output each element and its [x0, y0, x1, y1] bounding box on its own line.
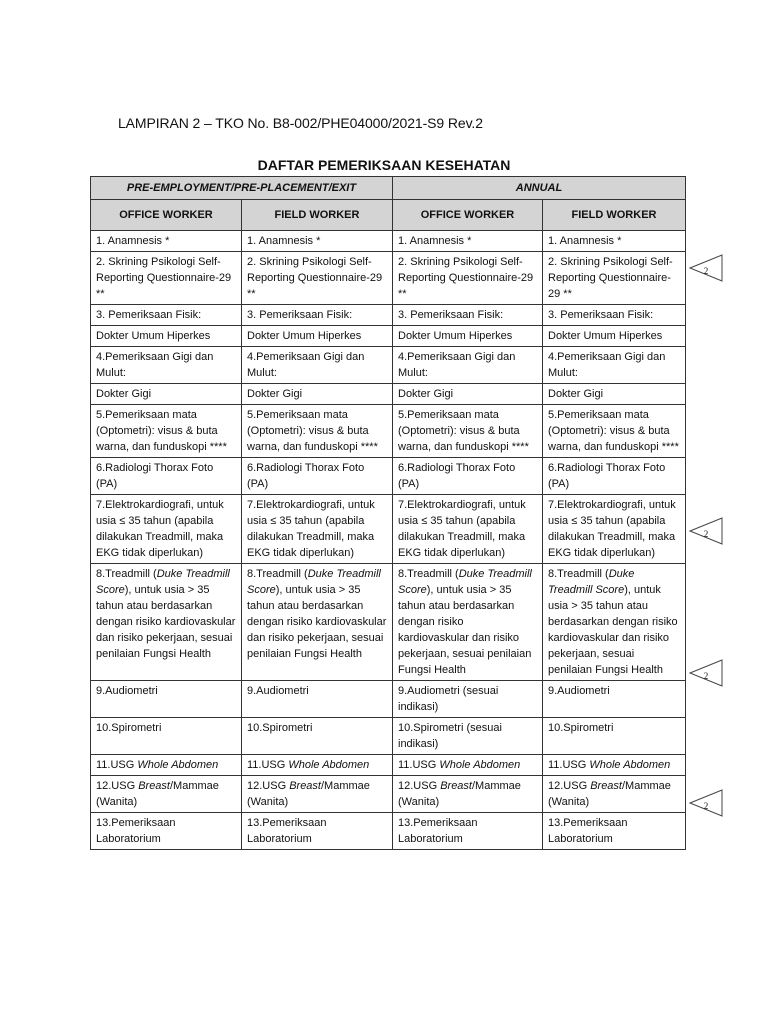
usg-whole-abdomen-label: Whole Abdomen	[589, 759, 671, 771]
table-cell: 4.Pemeriksaan Gigi dan Mulut:	[91, 347, 242, 384]
table-row	[91, 305, 686, 326]
table-cell: 3. Pemeriksaan Fisik:	[242, 305, 393, 326]
table-cell: 2. Skrining Psikologi Self-Reporting Questionnaire-29 **	[393, 252, 543, 305]
table-cell: Dokter Umum Hiperkes	[393, 326, 543, 347]
table-cell: Dokter Gigi	[543, 384, 686, 405]
table-cell: 7.Elektrokardiografi, untuk usia ≤ 35 tahun (apabila dilakukan Treadmill, maka EKG tidak diperlukan)	[393, 495, 543, 564]
table-cell: 10.Spirometri (sesuai indikasi)	[393, 718, 543, 755]
table-cell: 4.Pemeriksaan Gigi dan Mulut:	[242, 347, 393, 384]
table-cell: 1. Anamnesis *	[91, 231, 242, 252]
treadmill-score-label: Duke Treadmill Score	[548, 568, 635, 596]
table-column-header-row	[91, 200, 686, 231]
revision-triangle-icon	[688, 516, 724, 546]
usg-whole-abdomen-label: Whole Abdomen	[439, 759, 521, 771]
table-cell: 9.Audiometri	[543, 681, 686, 718]
table-cell: 5.Pemeriksaan mata (Optometri): visus & buta warna, dan funduskopi ****	[242, 405, 393, 458]
usg-prefix: 12.USG	[398, 780, 441, 792]
table-cell: 13.Pemeriksaan Laboratorium	[393, 813, 543, 850]
revision-triangle-icon	[688, 658, 724, 688]
usg-breast-suffix: /Mammae (Wanita)	[398, 780, 521, 808]
table-row	[91, 252, 686, 305]
table-row	[91, 347, 686, 384]
usg-whole-abdomen-label: Whole Abdomen	[288, 759, 370, 771]
treadmill-suffix: ), untuk usia > 35 tahun atau berdasarkan dengan risiko kardiovaskular dan risiko pekerjaan, sesuai penilaian Fungsi Health	[398, 584, 532, 676]
revision-triangle-icon	[688, 788, 724, 818]
table-cell	[393, 755, 543, 776]
usg-breast-suffix: /Mammae (Wanita)	[548, 780, 671, 808]
table-cell: 9.Audiometri (sesuai indikasi)	[393, 681, 543, 718]
treadmill-suffix: ), untuk usia > 35 tahun atau berdasarkan dengan risiko kardiovaskular dan risiko pekerjaan, sesuai penilaian Fungsi Health	[548, 584, 678, 676]
table-cell: Dokter Gigi	[242, 384, 393, 405]
treadmill-score-label: Duke Treadmill Score	[96, 568, 230, 596]
table-cell	[393, 564, 543, 681]
treadmill-score-label: Duke Treadmill Score	[247, 568, 381, 596]
table-cell: Dokter Umum Hiperkes	[91, 326, 242, 347]
table-cell: 7.Elektrokardiografi, untuk usia ≤ 35 tahun (apabila dilakukan Treadmill, maka EKG tidak diperlukan)	[543, 495, 686, 564]
table-cell: 4.Pemeriksaan Gigi dan Mulut:	[543, 347, 686, 384]
usg-breast-label: Breast	[590, 780, 622, 792]
table-cell: 10.Spirometri	[91, 718, 242, 755]
table-cell: 3. Pemeriksaan Fisik:	[91, 305, 242, 326]
table-row	[91, 776, 686, 813]
table-row	[91, 564, 686, 681]
table-cell: 10.Spirometri	[242, 718, 393, 755]
usg-breast-label: Breast	[289, 780, 321, 792]
table-cell	[91, 776, 242, 813]
table-cell: 5.Pemeriksaan mata (Optometri): visus & buta warna, dan funduskopi ****	[543, 405, 686, 458]
table-cell: 9.Audiometri	[91, 681, 242, 718]
table-cell: 6.Radiologi Thorax Foto (PA)	[242, 458, 393, 495]
document-header: LAMPIRAN 2 – TKO No. B8-002/PHE04000/2021-S9 Rev.2	[118, 115, 483, 131]
usg-prefix: 12.USG	[247, 780, 290, 792]
column-header-field-worker: FIELD WORKER	[543, 200, 686, 231]
table-cell: 1. Anamnesis *	[393, 231, 543, 252]
table-cell: 4.Pemeriksaan Gigi dan Mulut:	[393, 347, 543, 384]
table-cell	[91, 564, 242, 681]
revision-number: 2	[703, 671, 709, 681]
usg-breast-suffix: /Mammae (Wanita)	[247, 780, 370, 808]
group-header-annual: ANNUAL	[393, 177, 686, 200]
table-cell: 1. Anamnesis *	[242, 231, 393, 252]
table-row	[91, 326, 686, 347]
column-header-office-worker: OFFICE WORKER	[91, 200, 242, 231]
usg-breast-label: Breast	[138, 780, 170, 792]
table-cell: 13.Pemeriksaan Laboratorium	[91, 813, 242, 850]
treadmill-suffix: ), untuk usia > 35 tahun atau berdasarkan dengan risiko kardiovaskular dan risiko pekerjaan, sesuai penilaian Fungsi Health	[96, 584, 236, 660]
treadmill-suffix: ), untuk usia > 35 tahun atau berdasarkan dengan risiko kardiovaskular dan risiko pekerjaan, sesuai penilaian Fungsi Health	[247, 584, 387, 660]
exam-table	[90, 176, 686, 850]
table-cell: Dokter Umum Hiperkes	[543, 326, 686, 347]
table-cell	[543, 776, 686, 813]
table-cell	[543, 564, 686, 681]
table-row	[91, 718, 686, 755]
table-group-header-row	[91, 177, 686, 200]
treadmill-prefix: 8.Treadmill (	[548, 568, 609, 580]
column-header-field-worker: FIELD WORKER	[242, 200, 393, 231]
table-cell: 6.Radiologi Thorax Foto (PA)	[91, 458, 242, 495]
revision-number: 2	[703, 801, 709, 811]
table-cell: 2. Skrining Psikologi Self-Reporting Questionnaire-29 **	[91, 252, 242, 305]
revision-triangle-icon	[688, 253, 724, 283]
table-cell: 2. Skrining Psikologi Self-Reporting Questionnaire-29 **	[543, 252, 686, 305]
table-cell: 3. Pemeriksaan Fisik:	[393, 305, 543, 326]
table-cell: 6.Radiologi Thorax Foto (PA)	[543, 458, 686, 495]
table-cell	[543, 755, 686, 776]
usg-breast-suffix: /Mammae (Wanita)	[96, 780, 219, 808]
table-cell	[91, 755, 242, 776]
table-row	[91, 681, 686, 718]
table-cell: 10.Spirometri	[543, 718, 686, 755]
treadmill-prefix: 8.Treadmill (	[96, 568, 157, 580]
table-cell: 5.Pemeriksaan mata (Optometri): visus & buta warna, dan funduskopi ****	[393, 405, 543, 458]
table-row	[91, 405, 686, 458]
usg-prefix: 11.USG	[96, 759, 138, 771]
table-row	[91, 458, 686, 495]
table-cell: 7.Elektrokardiografi, untuk usia ≤ 35 tahun (apabila dilakukan Treadmill, maka EKG tidak diperlukan)	[91, 495, 242, 564]
table-cell	[242, 564, 393, 681]
treadmill-prefix: 8.Treadmill (	[247, 568, 308, 580]
revision-number: 2	[703, 529, 709, 539]
group-header-pre-employment: PRE-EMPLOYMENT/PRE-PLACEMENT/EXIT	[91, 177, 393, 200]
usg-prefix: 11.USG	[548, 759, 590, 771]
table-cell: 5.Pemeriksaan mata (Optometri): visus & buta warna, dan funduskopi ****	[91, 405, 242, 458]
table-row	[91, 231, 686, 252]
usg-breast-label: Breast	[440, 780, 472, 792]
table-cell: Dokter Gigi	[91, 384, 242, 405]
page-title: DAFTAR PEMERIKSAAN KESEHATAN	[257, 157, 511, 173]
usg-prefix: 12.USG	[548, 780, 591, 792]
usg-whole-abdomen-label: Whole Abdomen	[137, 759, 219, 771]
table-cell: 3. Pemeriksaan Fisik:	[543, 305, 686, 326]
table-cell: 1. Anamnesis *	[543, 231, 686, 252]
table-cell: 2. Skrining Psikologi Self-Reporting Questionnaire-29 **	[242, 252, 393, 305]
table-cell: Dokter Umum Hiperkes	[242, 326, 393, 347]
table-row	[91, 384, 686, 405]
table-row	[91, 813, 686, 850]
treadmill-score-label: Duke Treadmill Score	[398, 568, 532, 596]
treadmill-prefix: 8.Treadmill (	[398, 568, 459, 580]
table-cell: 9.Audiometri	[242, 681, 393, 718]
table-cell: Dokter Gigi	[393, 384, 543, 405]
table-row	[91, 495, 686, 564]
table-row	[91, 755, 686, 776]
usg-prefix: 11.USG	[247, 759, 289, 771]
table-cell	[242, 755, 393, 776]
usg-prefix: 11.USG	[398, 759, 440, 771]
table-cell	[393, 776, 543, 813]
usg-prefix: 12.USG	[96, 780, 139, 792]
table-cell: 13.Pemeriksaan Laboratorium	[543, 813, 686, 850]
revision-number: 2	[703, 266, 709, 276]
column-header-office-worker: OFFICE WORKER	[393, 200, 543, 231]
table-cell: 7.Elektrokardiografi, untuk usia ≤ 35 tahun (apabila dilakukan Treadmill, maka EKG tidak diperlukan)	[242, 495, 393, 564]
table-cell	[242, 776, 393, 813]
table-cell: 13.Pemeriksaan Laboratorium	[242, 813, 393, 850]
table-cell: 6.Radiologi Thorax Foto (PA)	[393, 458, 543, 495]
